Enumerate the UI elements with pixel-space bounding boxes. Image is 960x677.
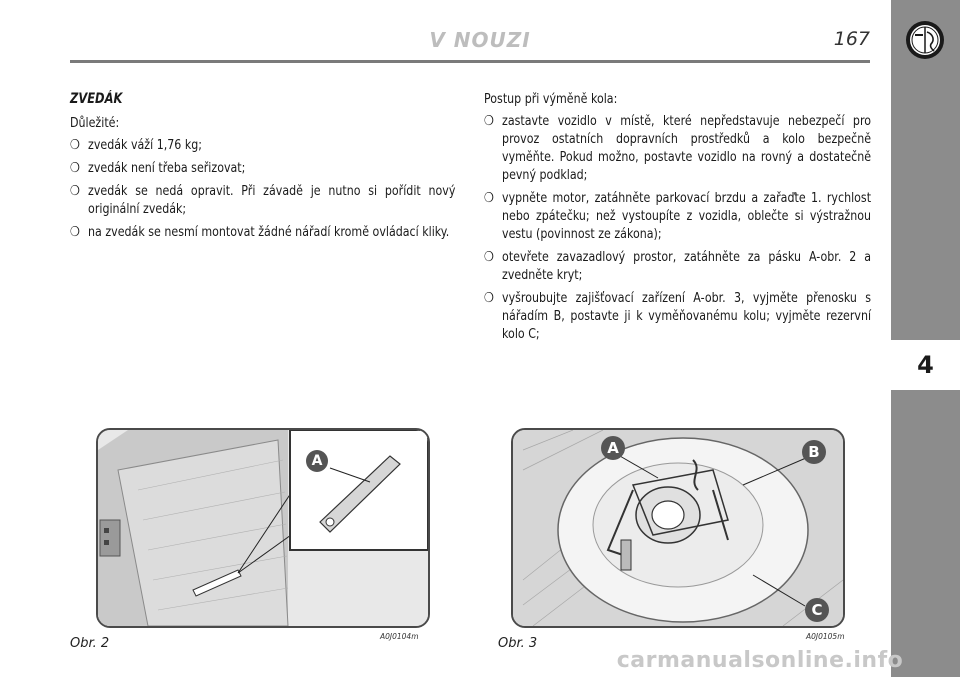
intro-text: Postup při výměně kola: [484,91,618,107]
figure-caption: Obr. 3 [498,636,538,651]
bullet-icon: ❍ [484,190,494,206]
left-column [70,90,455,246]
figure-code: A0J0104m [380,632,419,641]
watermark: carmanualsonline.info [616,648,904,673]
list-item [70,182,455,218]
list-item-text: zvedák se nedá opravit. Při závadě je nutno si pořídit nový originální zvedák; [88,183,456,217]
bullet-icon: ❍ [70,183,80,199]
figure-caption: Obr. 2 [70,636,110,651]
list-item-text: zastavte vozidlo v místě, které nepředstavuje nebezpečí pro provoz ostatních dopravních prostředků a kolo bezpečně vyměňte. Pokud možno, postavte vozidlo na rovný a dostatečně pevný podklad; [502,113,872,183]
bullet-icon: ❍ [70,137,80,153]
callout-label-c: C [805,598,829,622]
list-item-text: na zvedák se nesmí montovat žádné nářadí kromě ovládací kliky. [88,224,450,240]
page-number: 167 [833,28,870,50]
alfa-romeo-logo-icon [905,20,945,60]
bullet-list [484,112,871,343]
callout-label-a: A [601,436,625,460]
right-column [484,90,871,348]
figure-code: A0J0105m [806,632,845,641]
sidebar [891,0,960,677]
list-item [484,189,871,243]
list-item-text: vyšroubujte zajišťovací zařízení A-obr. 3, vyjměte přenosku s nářadím B, postavte ji k vyměňovanému kolu; vyjměte rezervní kolo C; [502,290,872,342]
list-item-text: otevřete zavazadlový prostor, zatáhněte za pásku A-obr. 2 a zvedněte kryt; [502,249,872,283]
bullet-icon: ❍ [484,249,494,265]
list-item [484,112,871,184]
figure-spare-wheel [511,428,845,628]
list-item-text: zvedák není třeba seřizovat; [88,160,246,176]
intro-text: Důležité: [70,115,120,131]
list-item [70,136,455,154]
header-rule [70,60,870,63]
bullet-icon: ❍ [70,160,80,176]
bullet-icon: ❍ [70,224,80,240]
header-title: V NOUZI [429,28,531,52]
list-item [484,289,871,343]
bullet-list [70,136,455,241]
list-item-text: vypněte motor, zatáhněte parkovací brzdu a zařaďte 1. rychlost nebo zpátečku; než vystoupíte z vozidla, oblečte si výstražnou vestu (povinnost ze zákona); [502,190,872,242]
callout-label-b: B [802,440,826,464]
spare-wheel-illustration [513,430,843,626]
bullet-icon: ❍ [484,290,494,306]
section-heading: ZVEDÁK [70,91,123,107]
callout-label-a: A [306,450,328,472]
list-item [70,159,455,177]
trunk-floor-illustration [98,430,428,626]
figure-trunk-strap [96,428,430,628]
bullet-icon: ❍ [484,113,494,129]
chapter-tab: 4 [891,340,960,390]
list-item [70,223,455,241]
list-item [484,248,871,284]
list-item-text: zvedák váží 1,76 kg; [88,137,203,153]
